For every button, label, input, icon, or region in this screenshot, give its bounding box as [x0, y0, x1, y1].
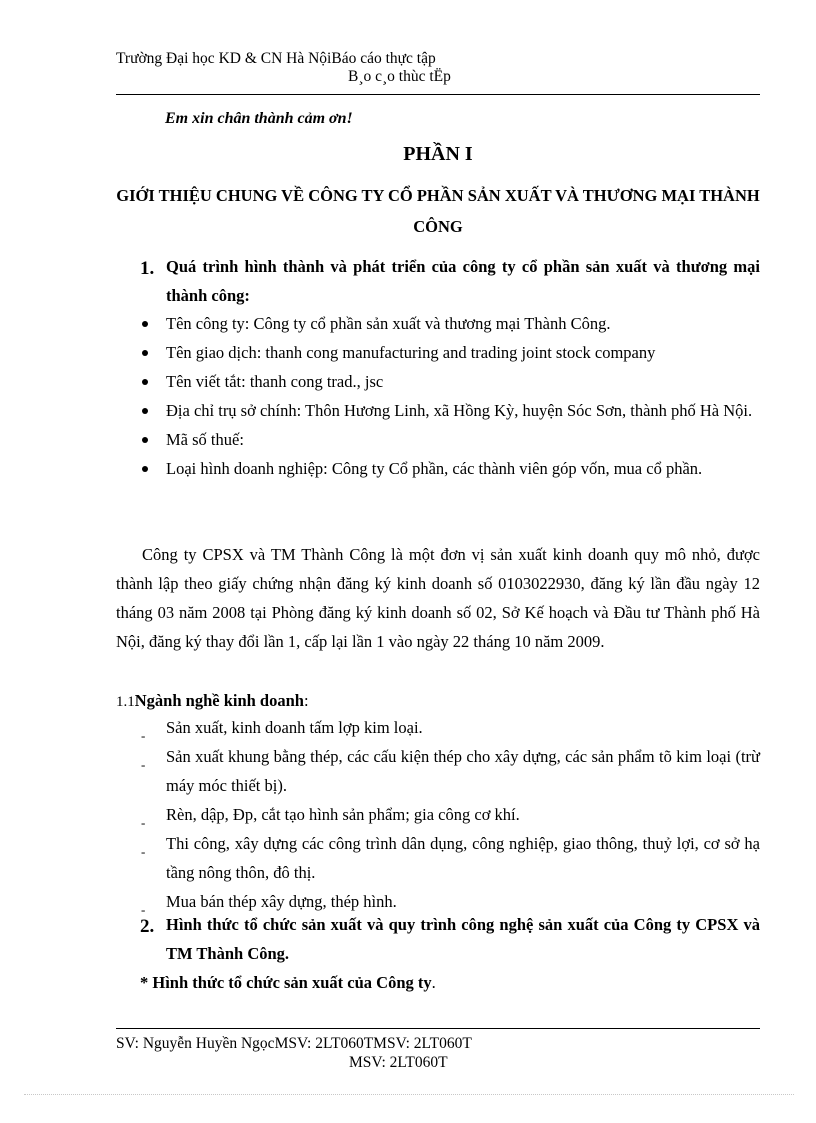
list-item: - Sản xuất khung bằng thép, các cấu kiện thép cho xây dựng, các sản phẩm tõ kim loại (trừ máy móc thiết bị). — [141, 747, 760, 795]
page-header — [116, 50, 760, 86]
list-item: Tên viết tắt: thanh cong trad., jsc — [140, 367, 760, 396]
subheading-suffix: : — [303, 691, 309, 710]
header-line-2: B¸o c¸o thùc tËp — [348, 68, 451, 85]
star-heading-suffix: . — [431, 973, 436, 992]
bullet-icon — [142, 350, 148, 356]
list-item: - Rèn, dập, Ðp, cắt tạo hình sản phẩm; gia công cơ khí. — [140, 800, 760, 829]
bullet-icon — [142, 408, 148, 414]
list-item: - Sản xuất, kinh doanh tấm lợp kim loại. — [140, 713, 760, 742]
heading-2-number: 2. — [140, 916, 155, 937]
company-info-list — [140, 309, 760, 483]
bullet-icon — [142, 321, 148, 327]
dash-icon: - — [141, 815, 146, 830]
list-item: Địa chỉ trụ sở chính: Thôn Hương Linh, xã Hồng Kỳ, huyện Sóc Sơn, thành phố Hà Nội. — [140, 396, 760, 425]
thanks-line: Em xin chân thành cảm ơn! — [165, 110, 353, 127]
subheading-text: Ngành nghề kinh doanh — [134, 691, 304, 710]
star-heading-text: * Hình thức tổ chức sản xuất của Công ty — [140, 973, 432, 992]
dash-icon: - — [141, 728, 146, 743]
footer-rule — [116, 1028, 760, 1029]
header-line-1: Trường Đại học KD & CN Hà NộiBáo cáo thực tập — [116, 50, 436, 67]
list-item: - Mua bán thép xây dựng, thép hình. — [140, 887, 760, 916]
footer-line-1: SV: Nguyễn Huyền NgọcMSV: 2LT060TMSV: 2LT060T — [116, 1035, 472, 1052]
business-lines-list — [140, 713, 760, 916]
list-item: Loại hình doanh nghiệp: Công ty Cổ phần, các thành viên góp vốn, mua cổ phần. — [140, 454, 760, 483]
dash-icon: - — [141, 757, 146, 772]
star-heading — [140, 968, 784, 997]
heading-2 — [140, 910, 760, 968]
heading-1-number: 1. — [140, 258, 155, 279]
header-rule — [116, 94, 760, 95]
part-title: PHẦN I — [403, 143, 473, 165]
list-item: Tên công ty: Công ty cổ phần sản xuất và thương mại Thành Công. — [140, 309, 760, 338]
list-item: Mã số thuế: — [140, 425, 760, 454]
page-bottom-dotted-line — [24, 1094, 794, 1095]
footer-line-2: MSV: 2LT060T — [349, 1054, 448, 1071]
page-footer — [116, 1034, 760, 1072]
dash-icon: - — [141, 902, 146, 917]
subheading-number: 1.1 — [116, 694, 135, 710]
heading-1-text: Quá trình hình thành và phát triển của công ty cổ phần sản xuất và thương mại thành công: — [166, 257, 760, 305]
bullet-icon — [142, 466, 148, 472]
heading-2-text: Hình thức tổ chức sản xuất và quy trình công nghệ sản xuất của Công ty CPSX và TM Thành Công. — [166, 915, 760, 963]
section-title: GIỚI THIỆU CHUNG VỀ CÔNG TY CỔ PHẦN SẢN XUẤT VÀ THƯƠNG MẠI THÀNH CÔNG — [116, 186, 760, 236]
intro-paragraph: Công ty CPSX và TM Thành Công là một đơn vị sản xuất kinh doanh quy mô nhỏ, được thành lập theo giấy chứng nhận đăng ký kinh doanh số 0103022930, đăng ký lần đầu ngày 12 tháng 03 năm 2008 tại Phòng đăng ký kinh doanh số 02, Sở Kế hoạch và Đầu tư Thành phố Hà Nội, đăng ký thay đổi lần 1, cấp lại lần 1 vào ngày 22 tháng 10 năm 2009. — [116, 545, 760, 651]
dash-icon: - — [141, 844, 146, 859]
bullet-icon — [142, 379, 148, 385]
list-item: Tên giao dịch: thanh cong manufacturing and trading joint stock company — [140, 338, 760, 367]
list-item: - Thi công, xây dựng các công trình dân dụng, công nghiệp, giao thông, thuỷ lợi, cơ sở hạ tầng nông thôn, đô thị. — [141, 834, 760, 882]
heading-1 — [140, 252, 760, 310]
bullet-icon — [142, 437, 148, 443]
